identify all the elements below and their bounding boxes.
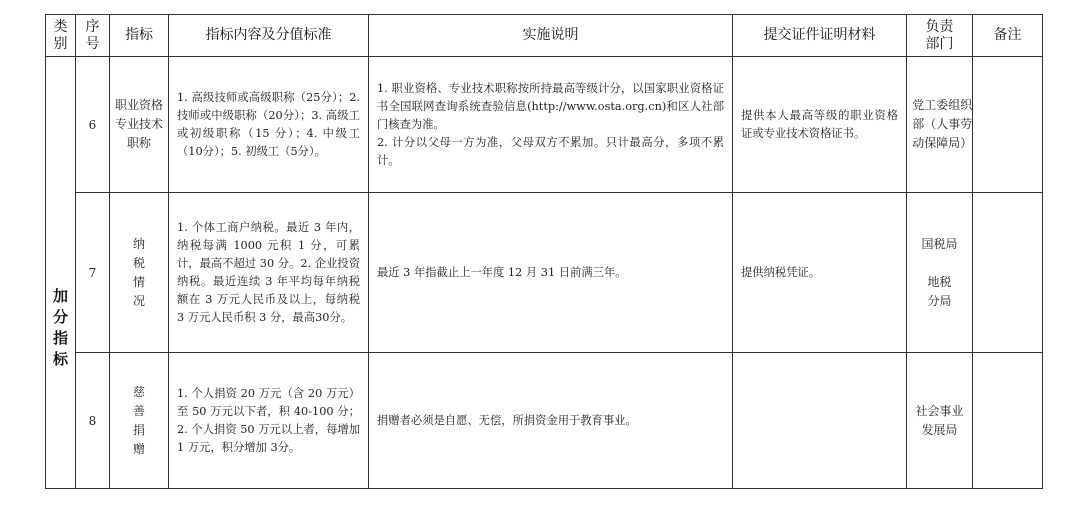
row-content: 1. 高级技师或高级职称（25分）；2. 技师或中级职称（20分）；3. 高级工或初级职称（15 分）；4. 中级工（10分）；5. 初级工（5分）。 — [169, 57, 369, 193]
header-remarks: 备注 — [973, 15, 1043, 57]
row-materials: 提供本人最高等级的职业资格证或专业技术资格证书。 — [733, 57, 907, 193]
row-dept: 社会事业发展局 — [907, 353, 973, 489]
row-indicator: 慈善捐赠 — [110, 353, 169, 489]
header-content: 指标内容及分值标准 — [169, 15, 369, 57]
row-seq: 8 — [76, 353, 110, 489]
dept-name: 国税局 — [921, 236, 958, 251]
instruction-item: 2. 计分以父母一方为准，父母双方不累加。只计最高分，多项不累计。 — [377, 135, 724, 167]
row-instructions: 最近 3 年指截止上一年度 12 月 31 日前满三年。 — [369, 193, 733, 353]
row-indicator: 职业资格专业技术职称 — [110, 57, 169, 193]
category-cell — [46, 57, 76, 489]
header-row — [46, 15, 1043, 57]
row-content: 1. 个体工商户纳税。最近 3 年内，纳税每满 1000 元积 1 分，可累计，最高不超过 30 分。2. 企业投资纳税。最近连续 3 年平均每年纳税额在 3 万元人民币及以上，每纳税 3 万元人民币积 3 分，最高30分。 — [169, 193, 369, 353]
header-category: 类别 — [46, 15, 76, 57]
row-remarks — [973, 353, 1043, 489]
row-indicator: 纳税情况 — [110, 193, 169, 353]
instruction-item: 1. 职业资格、专业技术职称按所持最高等级计分，以国家职业资格证书全国联网查询系统查验信息(http://www.osta.org.cn)和区人社部门核查为准。 — [377, 81, 724, 131]
row-materials: 提供纳税凭证。 — [733, 193, 907, 353]
table-row — [46, 193, 1043, 353]
row-instructions — [369, 57, 733, 193]
header-seq: 序号 — [76, 15, 110, 57]
row-remarks — [973, 57, 1043, 193]
header-materials: 提交证件证明材料 — [733, 15, 907, 57]
row-seq: 7 — [76, 193, 110, 353]
scoring-table — [45, 14, 1043, 489]
row-dept — [907, 193, 973, 353]
row-instructions: 捐赠者必须是自愿、无偿，所捐资金用于教育事业。 — [369, 353, 733, 489]
row-dept: 党工委组织部（人事劳动保障局） — [907, 57, 973, 193]
header-indicator: 指标 — [110, 15, 169, 57]
header-instructions: 实施说明 — [369, 15, 733, 57]
dept-name: 地税分局 — [927, 274, 952, 308]
header-dept: 负责部门 — [907, 15, 973, 57]
row-remarks — [973, 193, 1043, 353]
row-content: 1. 个人捐资 20 万元（含 20 万元）至 50 万元以下者，积 40-100 分；2. 个人捐资 50 万元以上者，每增加 1 万元，积分增加 3分。 — [169, 353, 369, 489]
table-row — [46, 353, 1043, 489]
row-materials — [733, 353, 907, 489]
table-row — [46, 57, 1043, 193]
category-label: 加分指标 — [52, 286, 68, 368]
row-seq: 6 — [76, 57, 110, 193]
